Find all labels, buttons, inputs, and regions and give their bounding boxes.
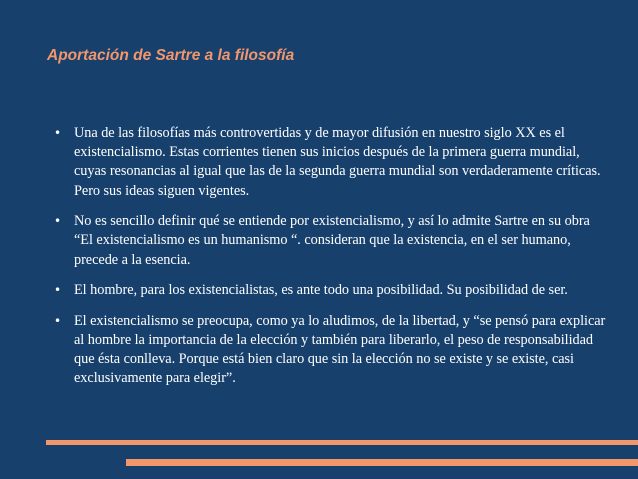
accent-rule-top xyxy=(46,440,638,445)
bullet-item xyxy=(52,312,607,389)
bullet-item xyxy=(52,281,607,300)
slide-title: Aportación de Sartre a la filosofía xyxy=(47,47,295,64)
bullet-dot-icon: • xyxy=(54,283,62,298)
bullet-text: El existencialismo se preocupa, como ya lo aludimos, de la libertad, y “se pensó para explicar al hombre la importancia de la elección y también para liberarlo, el peso de responsabilidad que ésta conlleva. Porque está bien claro que sin la elección no se existe y se existe, casi exclusivamente para elegir”. xyxy=(74,312,606,387)
bullet-dot-icon: • xyxy=(54,214,62,229)
bullet-text: No es sencillo definir qué se entiende por existencialismo, y así lo admite Sartre en su obra “El existencialismo es un humanismo “. consideran que la existencia, en el ser humano, precede a la esencia. xyxy=(74,213,590,268)
bullet-text: Una de las filosofías más controvertidas y de mayor difusión en nuestro siglo XX es el existencialismo. Estas corrientes tienen sus inicios después de la primera guerra mundial, cuyas resonancias al igual que las de la segunda guerra mundial son verdaderamente críticas. Pero sus ideas siguen vigentes. xyxy=(74,125,601,199)
accent-rule-bottom xyxy=(126,459,638,466)
bullet-dot-icon: • xyxy=(54,313,62,328)
bullet-item xyxy=(52,212,607,270)
bullet-list xyxy=(52,124,607,400)
bullet-item xyxy=(52,124,607,201)
bullet-dot-icon: • xyxy=(54,126,62,140)
bullet-text: El hombre, para los existencialistas, es ante todo una posibilidad. Su posibilidad de ser. xyxy=(74,282,568,299)
